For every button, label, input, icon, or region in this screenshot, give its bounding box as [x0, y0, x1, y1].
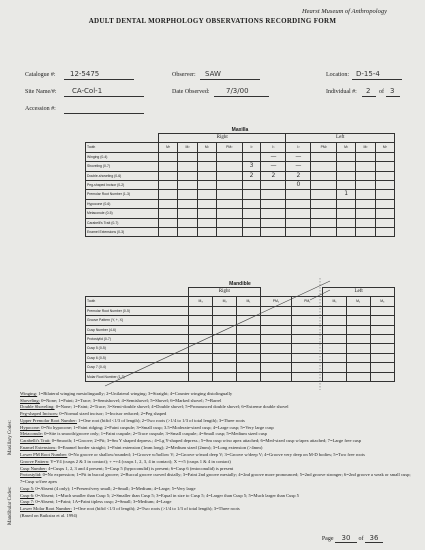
mandible-col-header: M₁	[237, 297, 260, 306]
mandible-col-header: PM₁	[292, 297, 323, 306]
code-term: Metaconule:	[20, 431, 43, 437]
code-text: 1=Bilateral winging mesiolingually; 2=Unilateral winging; 3=Straight; 4=Counter winging distolingually	[37, 391, 233, 396]
maxilla-title: Maxilla	[231, 127, 249, 133]
maxilla-col-header: I²	[286, 143, 311, 152]
code-note	[20, 493, 415, 500]
catalogue-value[interactable]: 12-5475	[70, 70, 100, 78]
code-term: Shoveling:	[20, 397, 40, 403]
mandibular-codes-label: Mandibular Codes:	[8, 486, 13, 525]
code-text: 0=Site is smooth/groove only; 1=Faint cuspule; 2=Trace cuspule; 3=Small cuspule; 4=Small cusp; 5=Medium sized cusp	[42, 431, 267, 437]
maxilla-col-header: M³	[375, 143, 394, 152]
site-label: Site Name/#:	[25, 89, 57, 95]
code-note	[20, 452, 415, 459]
maxilla-right-header: Right	[159, 134, 286, 143]
mandible-row-label: Cusp Number (4-6)	[86, 325, 189, 334]
maxilla-cell[interactable]: 2	[242, 171, 261, 180]
maxilla-col-header: Tooth	[86, 143, 159, 152]
maxilla-row-label: Premolar Root Number (1-3)	[86, 190, 159, 199]
observer-value[interactable]: SAW	[205, 70, 221, 78]
mandible-row-label: Cusp 5 (0-5)	[86, 344, 189, 353]
maxilla-col-header: M¹	[336, 143, 355, 152]
mandible-row-label: Cusp 7 (0-4)	[86, 363, 189, 372]
maxilla-cell[interactable]: 1	[336, 190, 355, 199]
maxilla-col-header: M²	[178, 143, 197, 152]
mandible-col-header: M₂	[213, 297, 237, 306]
code-note	[20, 418, 415, 425]
maxilla-cell[interactable]: —	[261, 162, 286, 171]
maxilla-row-label: Enamel Extensions (0-3)	[86, 228, 159, 237]
code-text: 0=Absent; 1=Much smaller than Cusp 5; 2=Smaller than Cusp 5; 3=Equal in size to Cusp 5; 4=Larger than Cusp 5; 5=Much larger than Cusp 5	[34, 492, 299, 498]
code-text: 0=Absent (4 only); 1=Present/very small; 2=Small; 3=Medium; 4=Large; 5=Very large	[34, 485, 196, 491]
maxilla-col-header: I¹	[261, 143, 286, 152]
maxilla-row-label: Carabelli's Trait (0-7)	[86, 218, 159, 227]
museum-name: Hearst Museum of Anthropology	[301, 8, 387, 15]
maxilla-col-header: M²	[356, 143, 375, 152]
code-text: 0=No hypocone; 1=Faint ridging; 2=Faint cuspule; 3=Small cusp; 3.5=Moderate-sized cusp; 4=Large cusp; 5=Very large cusp	[40, 424, 274, 430]
mandible-col-header: PM₂	[260, 297, 292, 306]
accession-label: Accession #:	[25, 106, 56, 112]
mandible-title: Mandible	[229, 281, 251, 287]
maxilla-cell[interactable]: 2	[261, 171, 286, 180]
date-value[interactable]: 7/3/00	[226, 87, 249, 95]
code-note	[20, 411, 415, 418]
mandible-row-label: Groove Pattern (Y, +, X)	[86, 316, 189, 325]
page-of: of	[358, 536, 364, 542]
code-note	[20, 486, 415, 493]
maxilla-cell[interactable]: —	[286, 152, 311, 161]
codes-notes	[20, 391, 415, 519]
code-term: Cusp 6:	[20, 492, 35, 498]
code-term: Cusp Number:	[20, 465, 47, 471]
code-note	[20, 466, 415, 473]
maxilla-row-label: Metaconule (0-5)	[86, 209, 159, 218]
page-number[interactable]: 30	[335, 534, 357, 543]
code-text: 0=Normal sized incisor; 1=Incisor reduced; 2=Peg shaped	[58, 411, 167, 417]
catalogue-label: Catalogue #:	[25, 72, 56, 78]
code-text: 0=Absent; 1=Faint; 1A=Faint tipless cusp; 2=Small; 3=Medium; 4=Large	[34, 499, 172, 505]
mandible-strike-line	[105, 281, 330, 386]
code-text: 0=No expression; 1=Pit in buccal groove; 2=Buccal groove curved distally; 3=Faint 2nd groove mesially; 4=2nd groove more pronounced; 5=2nd groove stronger; 6=2nd groove a weak or small cusp; 7=Cusp w/free apex	[20, 472, 411, 485]
code-note	[20, 431, 415, 438]
maxilla-cell[interactable]: —	[261, 152, 286, 161]
mandible-right-header: Right	[189, 288, 261, 297]
code-note	[20, 445, 415, 452]
individual-total: 3	[390, 87, 395, 95]
code-term: Groove Pattern:	[20, 459, 50, 465]
individual-label: Individual #:	[326, 89, 357, 95]
maxilla-left-header: Left	[286, 134, 395, 143]
mandible-col-header: M₃	[370, 297, 394, 306]
code-text: 1=One root (bifid <1/3 of length); 2=Two roots (>1/4 to 1/3 of total length); 3=Three roots	[71, 505, 240, 511]
maxilla-row-label: Double-shoveling (0-6)	[86, 171, 159, 180]
code-term: Cusp 7:	[20, 499, 35, 505]
individual-of: of	[379, 89, 384, 95]
date-label: Date Observed:	[172, 89, 210, 95]
maxilla-row-label: Shoveling (0-7)	[86, 162, 159, 171]
maxilla-col-header: PM²	[311, 143, 337, 152]
location-value[interactable]: D-15-4	[356, 70, 380, 78]
maxilla-col-header: M¹	[197, 143, 216, 152]
mandible-row-label: Premolar Root Number (0-5)	[86, 306, 189, 315]
form-title: ADULT DENTAL MORPHOLOGY OBSERVATIONS RECORDING FORM	[88, 17, 337, 25]
mandible-left-header: Left	[323, 288, 395, 297]
page-footer	[322, 534, 383, 543]
maxilla-cell[interactable]: 2	[286, 171, 311, 180]
code-text: 0=None; 1=Faint; 2=Trace; 3=Semishovel; 4=Semishovel; 5=Shovel; 6=Marked shovel; 7=Barrel	[39, 397, 222, 403]
code-text: 0=Enamel border straight; 1=Faint extension (1mm long); 2=Medium sized (2mm); 3=Long extension (>4mm)	[56, 444, 263, 450]
observer-label: Observer:	[172, 72, 196, 78]
source-note: (Based on Buikstra et al. 1994)	[20, 512, 78, 518]
code-note	[20, 472, 415, 485]
maxilla-cell[interactable]: 0	[286, 181, 311, 190]
code-term: Protostylid:	[20, 472, 42, 478]
code-term: Lower Molar Root Number:	[20, 505, 72, 511]
maxillary-codes-label: Maxillary Codes:	[8, 420, 13, 455]
code-note	[20, 506, 415, 513]
code-text: 4=Cusps 1, 2, 3 and 4 present; 5=Cusp 5 (hypoconulid) is present; 6=Cusp 6 (entoconulid) is present	[46, 465, 234, 471]
code-note	[20, 438, 415, 445]
maxilla-col-header: I²	[242, 143, 261, 152]
maxilla-col-header: M³	[159, 143, 178, 152]
mandible-row-label: Protostylid (0-7)	[86, 335, 189, 344]
maxilla-row-label: Winging (0-4)	[86, 152, 159, 161]
location-label: Location:	[326, 72, 349, 78]
code-text: 0=No groove or shallow/rounded; 1=Groove w/hollow V; 2=Groove w/mod deep V; 3=Groove w/deep V; 4=Groove very deep on M-D bodies; 5=Two free roots	[67, 452, 365, 458]
code-note	[20, 404, 415, 411]
code-text: 1=One root (bifid <1/3 of length); 2=Two roots (>1/4 to 1/3 of total length); 3=Three roots	[77, 417, 245, 423]
code-text: 0=None; 1=Faint; 2=Trace; 3=Semi-double shovel; 4=Double shovel; 5=Pronounced double shovel; 6=Extreme double shovel	[54, 404, 289, 410]
mandible-col-header: M₁	[323, 297, 346, 306]
code-term: Cusp 5:	[20, 485, 35, 491]
code-term: Enamel Extensions:	[20, 444, 57, 450]
page-total: 36	[365, 534, 383, 543]
site-value[interactable]: CA-Col-1	[72, 87, 103, 95]
maxilla-cell[interactable]: —	[286, 162, 311, 171]
code-term: Double Shoveling:	[20, 404, 55, 410]
code-note	[20, 398, 415, 405]
mandible-row-label: Cusp 6 (0-5)	[86, 353, 189, 362]
code-note	[20, 425, 415, 432]
code-term: Peg-shaped Incisors:	[20, 411, 59, 417]
code-text: Y=Y4 (cusps 2 & 3 in contact); + =+4 (cusps 1, 2, 3, 4 in contact); X =+5 (cusps 1 & 4 in contact)	[49, 459, 231, 465]
individual-value[interactable]: 2	[366, 87, 371, 95]
code-note	[20, 459, 415, 466]
code-term: Hypocone:	[20, 424, 41, 430]
page-label: Page	[321, 536, 334, 542]
maxilla-row-label: Hypocone (0-6)	[86, 199, 159, 208]
code-note	[20, 391, 415, 398]
mandible-col-header: M₂	[346, 297, 370, 306]
code-term: Lower PM Root Number:	[20, 452, 68, 458]
maxilla-cell[interactable]: 3	[242, 162, 261, 171]
code-term: Winging:	[20, 391, 38, 396]
maxilla-col-header: PM²	[216, 143, 242, 152]
mandible-row-label: Molar Root Number (1-3)	[86, 372, 189, 381]
mandible-col-header: M₃	[189, 297, 213, 306]
maxilla-row-label: Peg-shaped Incisor (0-2)	[86, 181, 159, 190]
code-text: 0=Smooth; 1=Groove; 2=Pit; 3=Sm Y shaped depress.; 4=Lg Y-shaped depress.; 5=Sm cusp w/no apex attached; 6=Med-sized cusp w/apex attached; 7=Large free cusp	[50, 437, 362, 443]
mandible-col-header: Tooth	[86, 297, 189, 306]
code-term: Carabelli's Trait:	[20, 437, 51, 443]
code-term: Upper Premolar Root Number:	[20, 417, 78, 423]
code-note	[20, 499, 415, 506]
